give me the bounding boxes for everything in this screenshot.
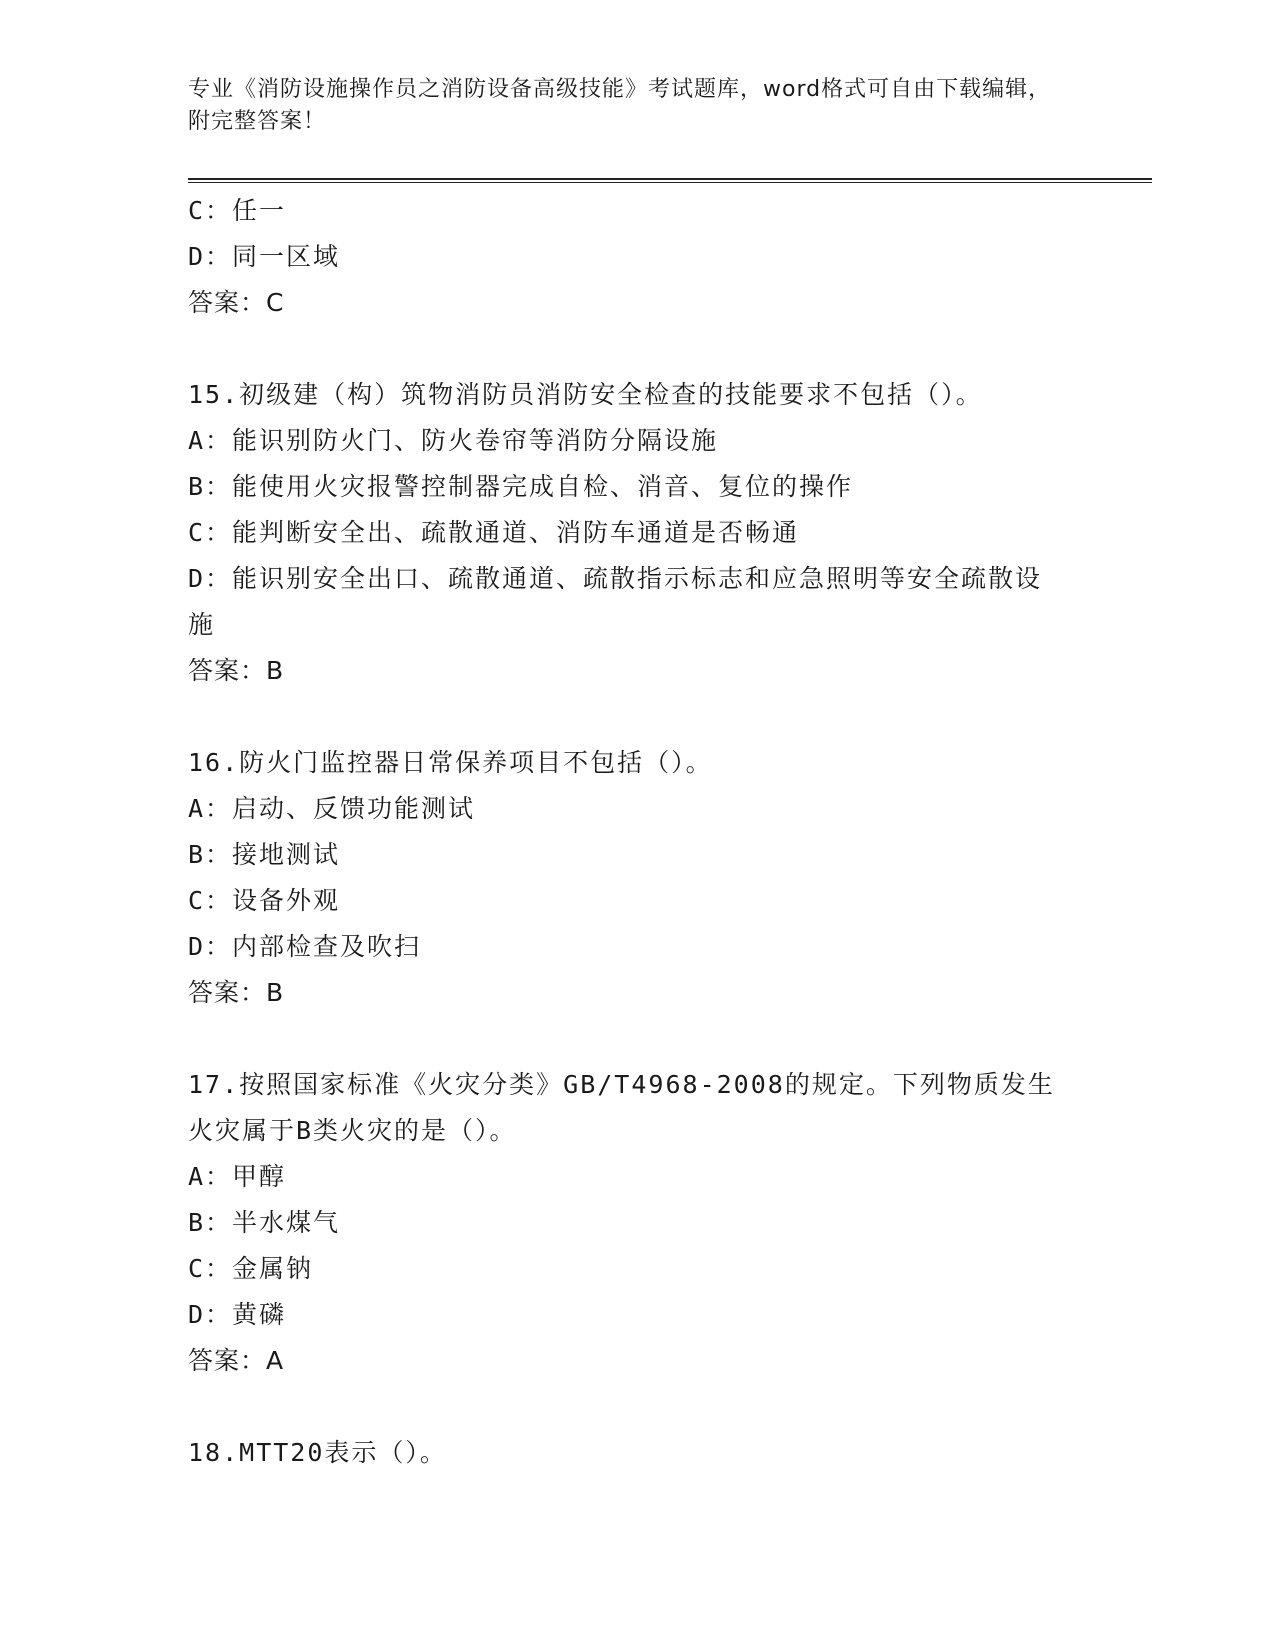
option-d: D：能识别安全出口、疏散通道、疏散指示标志和应急照明等安全疏散设施: [188, 564, 1043, 639]
option-a: A：启动、反馈功能测试: [188, 794, 476, 823]
question-content: [188, 188, 1088, 1476]
question-text: 16.防火门监控器日常保养项目不包括（）。: [188, 748, 713, 777]
question-text: 15.初级建（构）筑物消防员消防安全检查的技能要求不包括（）。: [188, 380, 983, 409]
document-header: 专业《消防设施操作员之消防设备高级技能》考试题库，word格式可自由下载编辑，附完整答案！: [188, 77, 1052, 134]
question-17: [188, 1062, 1088, 1384]
prev-question-tail: [188, 188, 1088, 326]
question-text: 17.按照国家标准《火灾分类》GB/T4968-2008的规定。下列物质发生火灾属于B类火灾的是（）。: [188, 1070, 1055, 1145]
option-d: D：内部检查及吹扫: [188, 932, 422, 961]
question-15: [188, 372, 1088, 694]
option-a: A：能识别防火门、防火卷帘等消防分隔设施: [188, 426, 719, 455]
option-c: C：能判断安全出、疏散通道、消防车通道是否畅通: [188, 518, 800, 547]
question-16: [188, 740, 1088, 1016]
option-b: B：接地测试: [188, 840, 341, 869]
option-c: C：任一: [188, 196, 287, 225]
answer-line: 答案：C: [188, 288, 285, 317]
question-18: [188, 1430, 1088, 1476]
option-d: D：同一区域: [188, 242, 341, 271]
answer-line: 答案：B: [188, 978, 285, 1007]
answer-line: 答案：B: [188, 656, 285, 685]
header-divider-thick: [188, 178, 1152, 180]
option-a: A：甲醇: [188, 1162, 287, 1191]
option-c: C：金属钠: [188, 1254, 314, 1283]
option-b: B：能使用火灾报警控制器完成自检、消音、复位的操作: [188, 472, 854, 501]
option-c: C：设备外观: [188, 886, 341, 915]
question-text: 18.MTT20表示（）。: [188, 1438, 447, 1467]
header-divider-thin: [188, 182, 1152, 183]
option-d: D：黄磷: [188, 1300, 287, 1329]
option-b: B：半水煤气: [188, 1208, 341, 1237]
answer-line: 答案：A: [188, 1346, 285, 1375]
